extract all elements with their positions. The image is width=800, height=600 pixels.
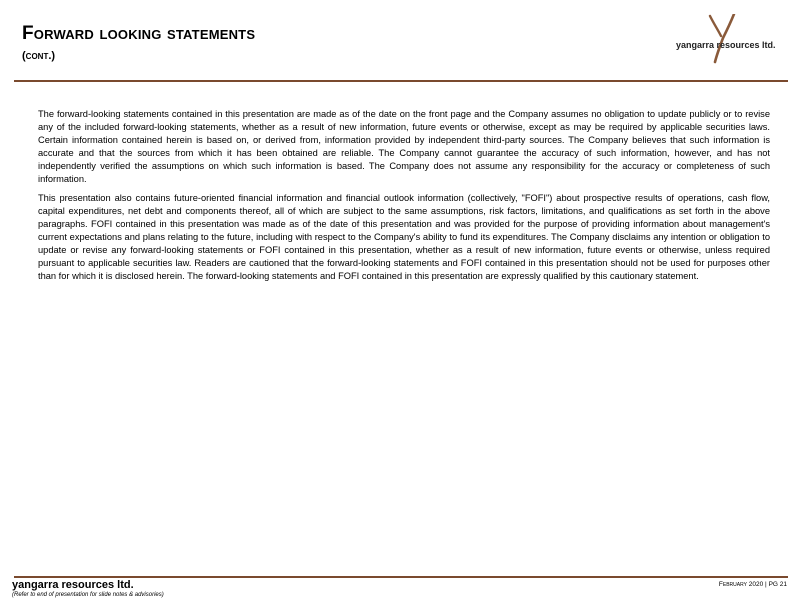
page-number: PG 21 xyxy=(768,581,787,588)
footer-page-info xyxy=(719,581,787,588)
footer-company-name: yangarra resources ltd. xyxy=(12,579,134,591)
page-title: Forward looking statements xyxy=(22,23,256,44)
paragraph-2: This presentation also contains future-oriented financial information and financial outlook information (collectively, "FOFI") about prospective results of operations, cash flow, capital expenditures, net debt and components thereof, all of which are subject to the same assumptions, risk factors, limitations, and qualifications as set forth in the above paragraphs. FOFI contained in this presentation was made as of the date of this presentation and was provided for the purpose of providing information about management's current expectations and plans relating to the future, including with respect to the Company's ability to fund its expenditures. The Company disclaims any intention or obligation to update or revise any forward-looking statements or FOFI contained in this presentation, whether as a result of new information, future events or otherwise, unless required pursuant to applicable securities law. Readers are cautioned that the forward-looking statements and FOFI contained in this presentation should not be used for purposes other than for which it is disclosed herein. The forward-looking statements and FOFI contained in this presentation are expressly qualified by this cautionary statement. xyxy=(38,192,770,282)
footer-divider xyxy=(14,576,788,578)
footer-separator: | xyxy=(765,581,767,588)
page-subtitle: (cont.) xyxy=(22,50,56,62)
header-divider xyxy=(14,80,788,82)
logo-y-mark-icon xyxy=(668,14,786,64)
paragraph-1: The forward-looking statements contained in this presentation are made as of the date on the front page and the Company assumes no obligation to update publicly or to revise any of the included forward-looking statements, whether as a result of new information, future events or otherwise, except as may be required by applicable securities laws. Certain information contained herein is based on, or derived from, information provided by independent third-party sources. The Company believes that such information is accurate and that the sources from which it has been obtained are reliable. The Company cannot guarantee the accuracy of such information, however, and has not independently verified the assumptions on which such information is based. The Company does not assume any responsibility for the accuracy or completeness of such information. xyxy=(38,109,770,185)
logo-text: yangarra resources ltd. xyxy=(676,40,776,50)
footer-date: February 2020 xyxy=(718,581,764,588)
footer-note: (Refer to end of presentation for slide notes & advisories) xyxy=(12,592,164,598)
company-logo xyxy=(668,14,786,64)
body-text xyxy=(38,108,770,288)
